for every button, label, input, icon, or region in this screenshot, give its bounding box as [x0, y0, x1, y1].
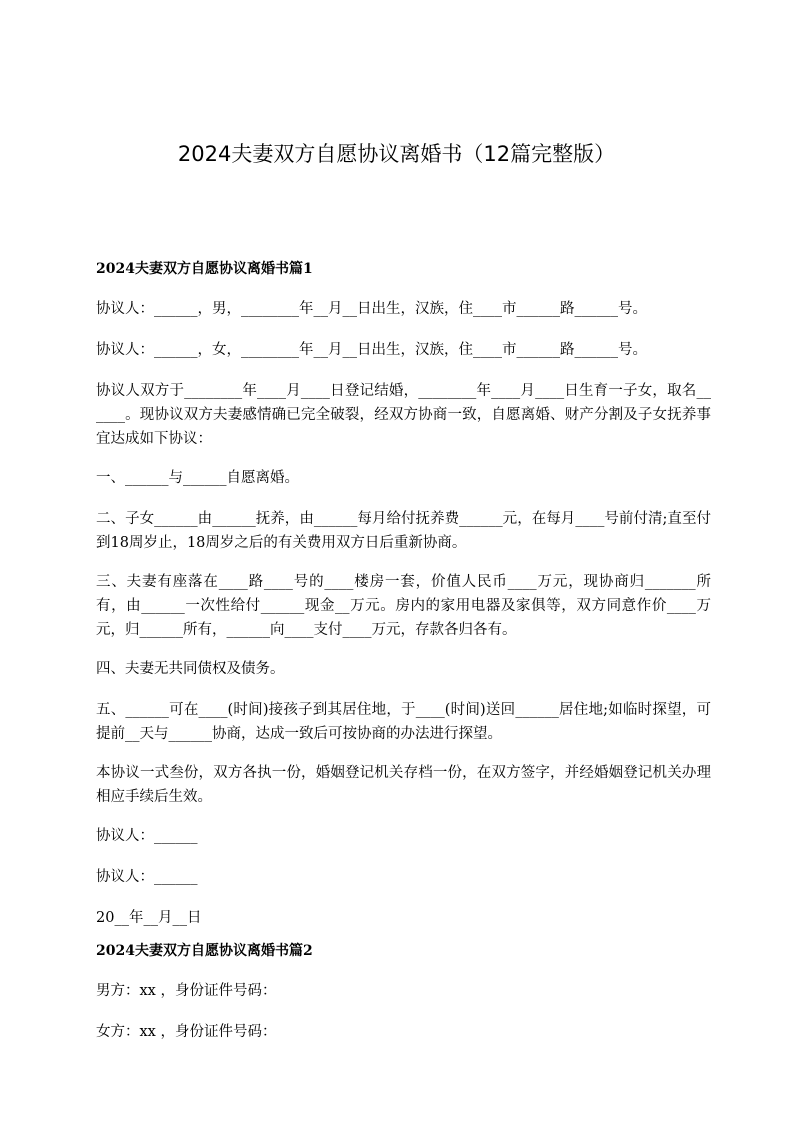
party-2-line: 协议人：______，女，________年__月__日出生，汉族，住____市______路______号。	[96, 342, 647, 358]
clause-2: 二、子女______由______抚养，由______每月给付抚养费______元，在每月____号前付清;直至付到18周岁止，18周岁之后的有关费用双方日后重新协商。	[96, 511, 711, 551]
agreement-validity-paragraph: 本协议一式叁份，双方各执一份，婚姻登记机关存档一份，在双方签字，并经婚姻登记机关办理相应手续后生效。	[96, 765, 711, 805]
signature-line-2: 协议人：______	[96, 869, 198, 885]
clause-5: 五、______可在____(时间)接孩子到其居住地，于____(时间)送回______居住地;如临时探望，可提前__天与______协商，达成一致后可按协商的办法进行探望。	[96, 702, 711, 742]
document-title: 2024夫妻双方自愿协议离婚书（12篇完整版）	[177, 142, 616, 166]
female-party-line: 女方：xx ，身份证件号码：	[96, 1024, 277, 1040]
section-2-heading: 2024夫妻双方自愿协议离婚书篇2	[96, 943, 313, 959]
clause-4: 四、夫妻无共同债权及债务。	[96, 661, 285, 677]
marriage-info-paragraph: 协议人双方于________年____月____日登记结婚，________年____月____日生育一子女，取名______。现协议双方夫妻感情确已完全破裂，经双方协商一致，自愿离婚、财产分割及子女抚养事宜达成如下协议：	[96, 383, 711, 447]
male-party-line: 男方：xx ，身份证件号码：	[96, 983, 277, 999]
clause-3: 三、夫妻有座落在____路____号的____楼房一套，价值人民币____万元，现协商归_______所有，由______一次性给付______现金__万元。房内的家用电器及家俱等，双方同意作价____万元，归______所有，______向____支付____万元，存款各归各有。	[96, 574, 711, 638]
signature-line-1: 协议人：______	[96, 828, 198, 844]
document-body	[96, 258, 711, 1061]
party-1-line: 协议人：______，男，________年__月__日出生，汉族，住____市______路______号。	[96, 301, 647, 317]
date-line: 20__年__月__日	[96, 910, 202, 926]
section-1-heading: 2024夫妻双方自愿协议离婚书篇1	[96, 261, 313, 277]
clause-1: 一、______与______自愿离婚。	[96, 470, 299, 486]
